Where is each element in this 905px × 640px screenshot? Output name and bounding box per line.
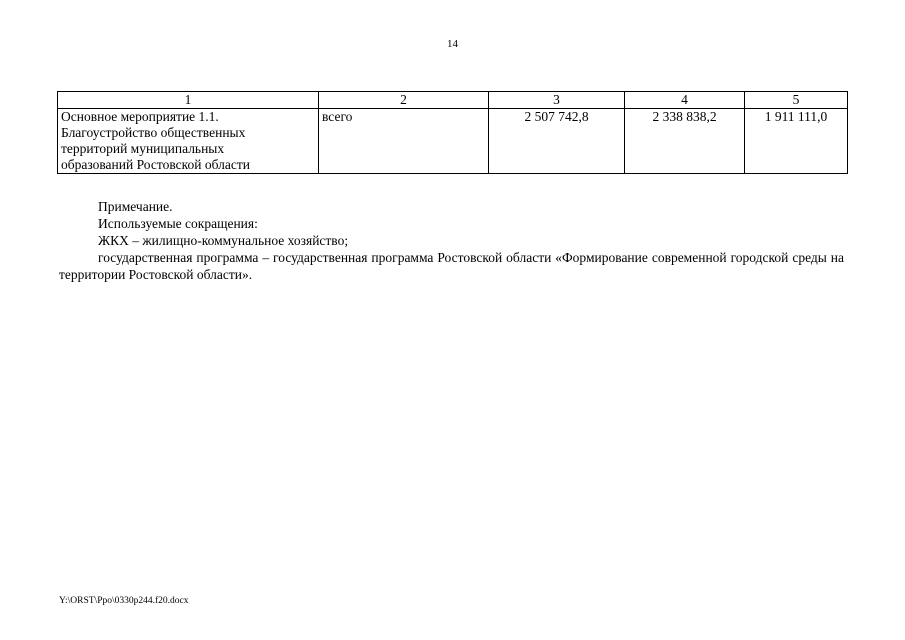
- data-table: [57, 91, 848, 174]
- value-cell-4: 2 338 838,2: [625, 109, 745, 174]
- activity-name-line: территорий муниципальных: [61, 141, 225, 156]
- activity-name-line: Основное мероприятие 1.1.: [61, 109, 219, 124]
- notes-title: Примечание.: [98, 199, 173, 214]
- footer-file-path: Y:\ORST\Ppo\0330p244.f20.docx: [59, 596, 189, 606]
- column-header-4: 4: [625, 92, 745, 109]
- activity-name-cell: [58, 109, 319, 174]
- column-header-1: 1: [58, 92, 319, 109]
- value-cell-5: 1 911 111,0: [745, 109, 848, 174]
- notes-section: [59, 198, 844, 283]
- table-row: [58, 109, 848, 174]
- abbreviation-item: ЖКХ – жилищно-коммунальное хозяйство;: [98, 233, 349, 248]
- abbreviations-heading: Используемые сокращения:: [98, 216, 258, 231]
- activity-name-line: образований Ростовской области: [61, 157, 250, 172]
- value-cell-3: 2 507 742,8: [489, 109, 625, 174]
- abbreviation-item: государственная программа – государственная программа Ростовской области «Формирование современной городской среды на территории Ростовской области».: [59, 250, 844, 282]
- column-header-3: 3: [489, 92, 625, 109]
- page-number: 14: [447, 38, 458, 50]
- funding-source-cell: всего: [319, 109, 489, 174]
- column-header-5: 5: [745, 92, 848, 109]
- table-header-row: [58, 92, 848, 109]
- activity-name-line: Благоустройство общественных: [61, 125, 246, 140]
- column-header-2: 2: [319, 92, 489, 109]
